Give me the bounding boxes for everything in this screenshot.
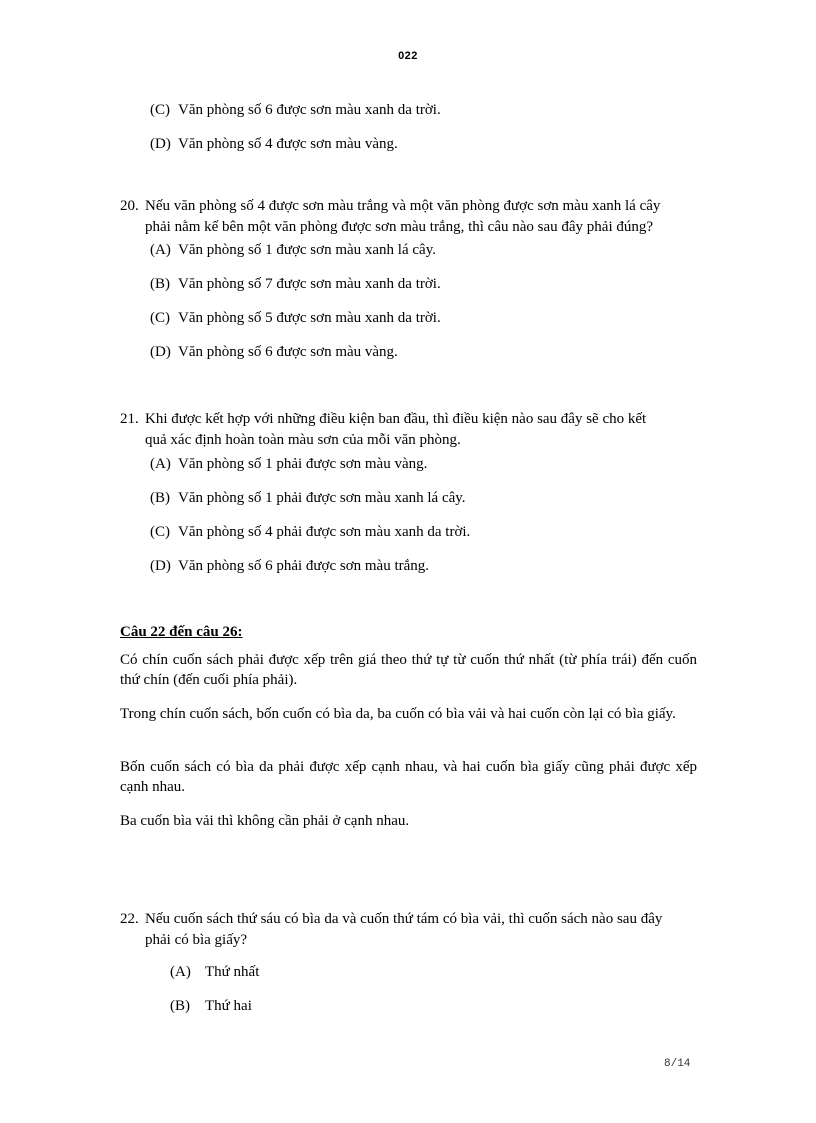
option-letter: (D) [150,136,171,152]
option-text: Văn phòng số 6 phải được sơn màu trắng. [178,558,430,574]
option-letter: (C) [150,310,170,326]
question-line-2: phải nằm kế bên một văn phòng được sơn màu trắng, thì câu nào sau đây phải đúng? [145,219,654,235]
option-text: Văn phòng số 5 được sơn màu xanh da trời. [178,310,441,326]
question-line-2: phải có bìa giấy? [145,932,248,948]
option-q20-c [150,310,441,327]
option-q21-a [150,456,427,473]
option-text: Thứ nhất [205,964,260,980]
option-letter: (B) [170,998,190,1014]
option-q19-d [150,136,398,153]
option-text: Văn phòng số 4 được sơn màu vàng. [178,136,398,152]
question-number: 21. [120,411,139,427]
option-letter: (D) [150,558,171,574]
option-letter: (C) [150,524,170,540]
option-letter: (C) [150,102,170,118]
option-text: Văn phòng số 1 phải được sơn màu vàng. [178,456,428,472]
option-q20-a [150,242,436,259]
option-text: Văn phòng số 6 được sơn màu vàng. [178,344,398,360]
option-text: Văn phòng số 4 phải được sơn màu xanh da trời. [178,524,471,540]
question-line-1: Nếu cuốn sách thứ sáu có bìa da và cuốn thứ tám có bìa vải, thì cuốn sách nào sau đây [145,911,663,927]
option-letter: (B) [150,490,170,506]
question-20 [120,196,660,238]
option-q21-b [150,490,466,507]
option-q22-a [170,964,259,981]
page-number: 8/14 [664,1058,691,1070]
option-q21-c [150,524,470,541]
document-code: 022 [398,50,418,62]
option-q21-d [150,558,429,575]
section-paragraph-2: Trong chín cuốn sách, bốn cuốn có bìa da, ba cuốn có bìa vải và hai cuốn còn lại có bìa giấy. [120,706,676,722]
option-letter: (A) [150,242,171,258]
section-paragraph-3: Bốn cuốn sách có bìa da phải được xếp cạnh nhau, và hai cuốn bìa giấy cũng phải được xếp cạnh nhau. [120,759,697,795]
option-q22-b [170,998,252,1015]
option-text: Văn phòng số 1 được sơn màu xanh lá cây. [178,242,436,258]
option-letter: (A) [150,456,171,472]
question-number: 20. [120,198,139,214]
option-q20-b [150,276,441,293]
option-letter: (D) [150,344,171,360]
question-line-2: quả xác định hoàn toàn màu sơn của mỗi văn phòng. [145,432,461,448]
question-21 [120,409,646,451]
option-q19-c [150,102,441,119]
option-text: Văn phòng số 7 được sơn màu xanh da trời. [178,276,441,292]
option-letter: (B) [150,276,170,292]
section-title: Câu 22 đến câu 26: [120,624,243,640]
question-line-1: Nếu văn phòng số 4 được sơn màu trắng và một văn phòng được sơn màu xanh lá cây [145,198,661,214]
question-number: 22. [120,911,139,927]
question-22 [120,909,662,951]
option-q20-d [150,344,398,361]
option-text: Thứ hai [205,998,252,1014]
option-letter: (A) [170,964,191,980]
question-line-1: Khi được kết hợp với những điều kiện ban đầu, thì điều kiện nào sau đây sẽ cho kết [145,411,647,427]
option-text: Văn phòng số 6 được sơn màu xanh da trời. [178,102,441,118]
section-paragraph-4: Ba cuốn bìa vải thì không cần phải ở cạnh nhau. [120,813,410,829]
section-paragraph-1: Có chín cuốn sách phải được xếp trên giá theo thứ tự từ cuốn thứ nhất (từ phía trái) đến cuốn thứ chín (đến cuối phía phải). [120,652,697,688]
option-text: Văn phòng số 1 phải được sơn màu xanh lá cây. [178,490,466,506]
